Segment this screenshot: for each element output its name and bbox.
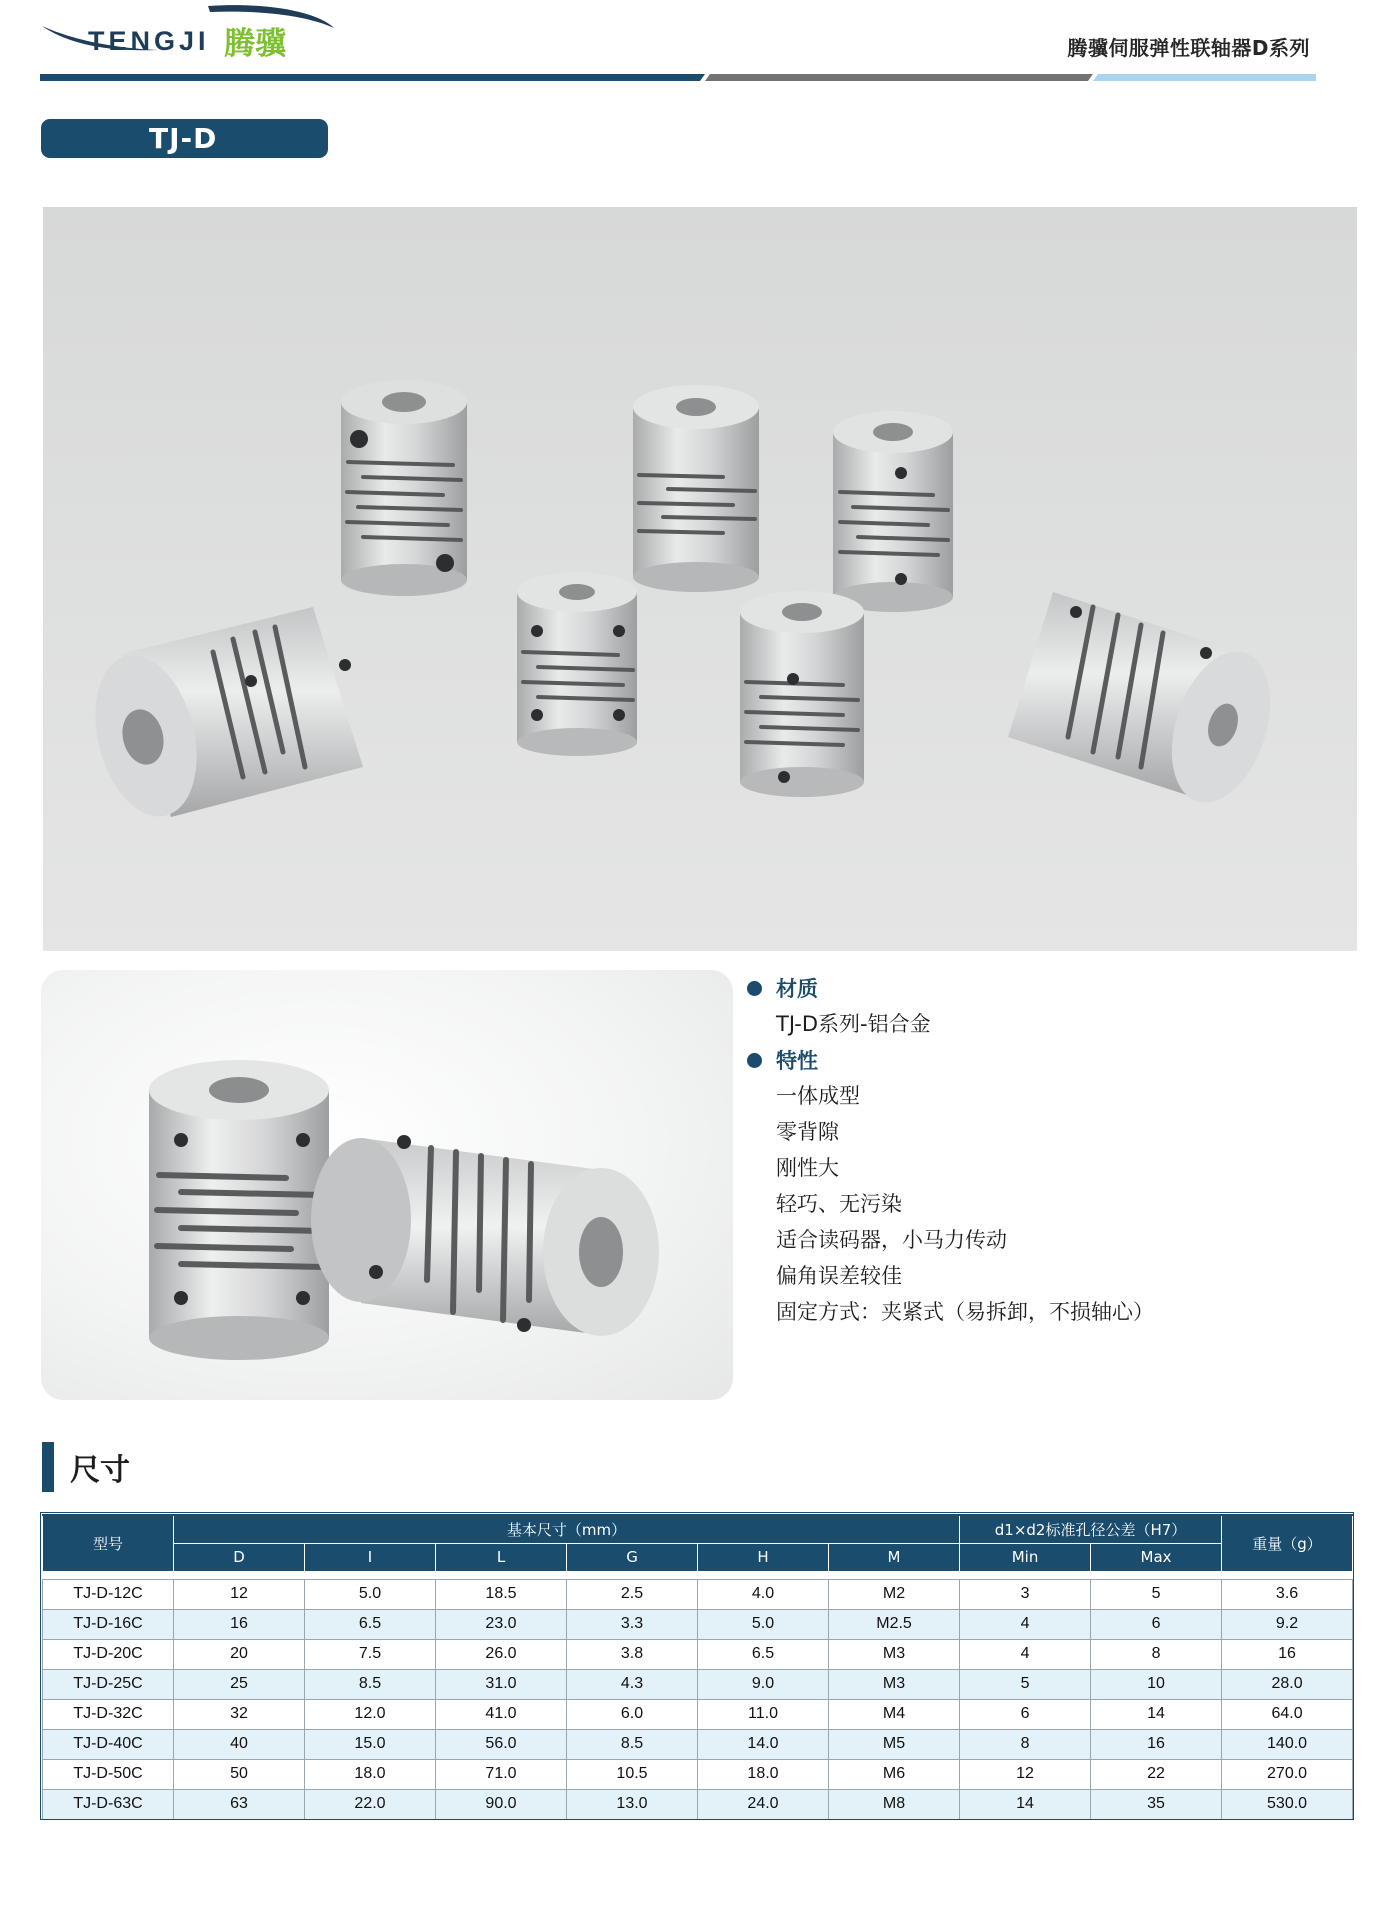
value-cell: 14 (960, 1789, 1091, 1819)
value-cell: 11.0 (698, 1699, 829, 1729)
value-cell: 16 (1222, 1639, 1353, 1669)
value-cell: M6 (829, 1759, 960, 1789)
feature-item: 一体成型 (776, 1084, 860, 1108)
logo-text-cn: 腾骥 (224, 26, 286, 62)
heading-accent-bar (42, 1442, 54, 1492)
value-cell: 23.0 (436, 1609, 567, 1639)
value-cell: 4 (960, 1609, 1091, 1639)
brand-logo (38, 4, 338, 66)
value-cell: 63 (174, 1789, 305, 1819)
model-cell: TJ-D-32C (43, 1699, 174, 1729)
value-cell: M2.5 (829, 1609, 960, 1639)
header-min: Min (960, 1543, 1091, 1571)
header-d: D (174, 1543, 305, 1571)
table-row (43, 1609, 1353, 1639)
value-cell: 14 (1091, 1699, 1222, 1729)
value-cell: 90.0 (436, 1789, 567, 1819)
bullet-icon (747, 981, 762, 996)
table-row (43, 1669, 1353, 1699)
value-cell: 20 (174, 1639, 305, 1669)
model-cell: TJ-D-12C (43, 1579, 174, 1609)
value-cell: 2.5 (567, 1579, 698, 1609)
value-cell: 8 (960, 1729, 1091, 1759)
table-row (43, 1579, 1353, 1609)
model-cell: TJ-D-20C (43, 1639, 174, 1669)
value-cell: 5 (960, 1669, 1091, 1699)
value-cell: 12 (174, 1579, 305, 1609)
value-cell: 35 (1091, 1789, 1222, 1819)
value-cell: 12.0 (305, 1699, 436, 1729)
value-cell: 6 (1091, 1609, 1222, 1639)
value-cell: 64.0 (1222, 1699, 1353, 1729)
dimensions-heading (42, 1442, 130, 1492)
value-cell: 41.0 (436, 1699, 567, 1729)
model-cell: TJ-D-40C (43, 1729, 174, 1759)
header-basic-dimensions: 基本尺寸（mm） (174, 1515, 960, 1543)
value-cell: 22 (1091, 1759, 1222, 1789)
feature-item: 刚性大 (776, 1156, 839, 1180)
value-cell: 10.5 (567, 1759, 698, 1789)
value-cell: 25 (174, 1669, 305, 1699)
value-cell: 8 (1091, 1639, 1222, 1669)
value-cell: 12 (960, 1759, 1091, 1789)
table-row (43, 1789, 1353, 1819)
value-cell: 18.5 (436, 1579, 567, 1609)
table-row (43, 1729, 1353, 1759)
value-cell: M2 (829, 1579, 960, 1609)
series-badge: TJ-D (41, 119, 328, 158)
model-cell: TJ-D-16C (43, 1609, 174, 1639)
features-heading (747, 1042, 1347, 1078)
coupling-closeup-illustration (41, 970, 733, 1400)
value-cell: 8.5 (305, 1669, 436, 1699)
value-cell: 270.0 (1222, 1759, 1353, 1789)
header-g: G (567, 1543, 698, 1571)
value-cell: M8 (829, 1789, 960, 1819)
value-cell: M5 (829, 1729, 960, 1759)
header-model: 型号 (43, 1515, 174, 1571)
spec-list (747, 970, 1347, 1330)
model-cell: TJ-D-50C (43, 1759, 174, 1789)
header-max: Max (1091, 1543, 1222, 1571)
value-cell: 18.0 (698, 1759, 829, 1789)
value-cell: 3 (960, 1579, 1091, 1609)
value-cell: 9.0 (698, 1669, 829, 1699)
value-cell: 56.0 (436, 1729, 567, 1759)
value-cell: 6.0 (567, 1699, 698, 1729)
value-cell: 8.5 (567, 1729, 698, 1759)
coupling-group-illustration (43, 207, 1357, 951)
value-cell: 9.2 (1222, 1609, 1353, 1639)
value-cell: 18.0 (305, 1759, 436, 1789)
value-cell: 6.5 (698, 1639, 829, 1669)
value-cell: 7.5 (305, 1639, 436, 1669)
value-cell: 71.0 (436, 1759, 567, 1789)
value-cell: 26.0 (436, 1639, 567, 1669)
table-row (43, 1759, 1353, 1789)
value-cell: M3 (829, 1639, 960, 1669)
value-cell: 530.0 (1222, 1789, 1353, 1819)
value-cell: M3 (829, 1669, 960, 1699)
dimensions-title: 尺寸 (70, 1453, 130, 1488)
material-value: TJ-D系列-铝合金 (776, 1012, 931, 1036)
features-heading-label: 特性 (776, 1049, 818, 1073)
value-cell: 6 (960, 1699, 1091, 1729)
product-closeup-photo (41, 970, 733, 1400)
value-cell: 6.5 (305, 1609, 436, 1639)
header-h: H (698, 1543, 829, 1571)
value-cell: 22.0 (305, 1789, 436, 1819)
value-cell: 4.0 (698, 1579, 829, 1609)
feature-item: 零背隙 (776, 1120, 839, 1144)
feature-item: 偏角误差较佳 (776, 1264, 902, 1288)
feature-item: 固定方式：夹紧式（易拆卸，不损轴心） (776, 1300, 1154, 1324)
value-cell: 32 (174, 1699, 305, 1729)
feature-item: 轻巧、无污染 (776, 1192, 902, 1216)
value-cell: 24.0 (698, 1789, 829, 1819)
dimensions-table (42, 1514, 1353, 1820)
value-cell: 5.0 (698, 1609, 829, 1639)
value-cell: M4 (829, 1699, 960, 1729)
model-cell: TJ-D-25C (43, 1669, 174, 1699)
table-row (43, 1699, 1353, 1729)
value-cell: 40 (174, 1729, 305, 1759)
header-m: M (829, 1543, 960, 1571)
logo-text-en: TENGJI (88, 26, 210, 56)
feature-item: 适合读码器，小马力传动 (776, 1228, 1007, 1252)
value-cell: 4 (960, 1639, 1091, 1669)
value-cell: 3.8 (567, 1639, 698, 1669)
value-cell: 10 (1091, 1669, 1222, 1699)
header-i: I (305, 1543, 436, 1571)
header-weight: 重量（g） (1222, 1515, 1353, 1571)
material-heading-label: 材质 (776, 977, 818, 1001)
value-cell: 16 (174, 1609, 305, 1639)
value-cell: 50 (174, 1759, 305, 1789)
value-cell: 28.0 (1222, 1669, 1353, 1699)
value-cell: 4.3 (567, 1669, 698, 1699)
value-cell: 31.0 (436, 1669, 567, 1699)
header-divider (40, 74, 1316, 81)
value-cell: 15.0 (305, 1729, 436, 1759)
model-cell: TJ-D-63C (43, 1789, 174, 1819)
value-cell: 3.6 (1222, 1579, 1353, 1609)
bullet-icon (747, 1053, 762, 1068)
value-cell: 16 (1091, 1729, 1222, 1759)
value-cell: 140.0 (1222, 1729, 1353, 1759)
value-cell: 14.0 (698, 1729, 829, 1759)
table-row (43, 1639, 1353, 1669)
header-l: L (436, 1543, 567, 1571)
value-cell: 3.3 (567, 1609, 698, 1639)
value-cell: 5 (1091, 1579, 1222, 1609)
product-photo-group (43, 207, 1357, 951)
value-cell: 13.0 (567, 1789, 698, 1819)
document-title: 腾骥伺服弹性联轴器D系列 (1067, 36, 1310, 60)
material-heading (747, 970, 1347, 1006)
value-cell: 5.0 (305, 1579, 436, 1609)
header-bore-tolerance: d1×d2标准孔径公差（H7） (960, 1515, 1222, 1543)
